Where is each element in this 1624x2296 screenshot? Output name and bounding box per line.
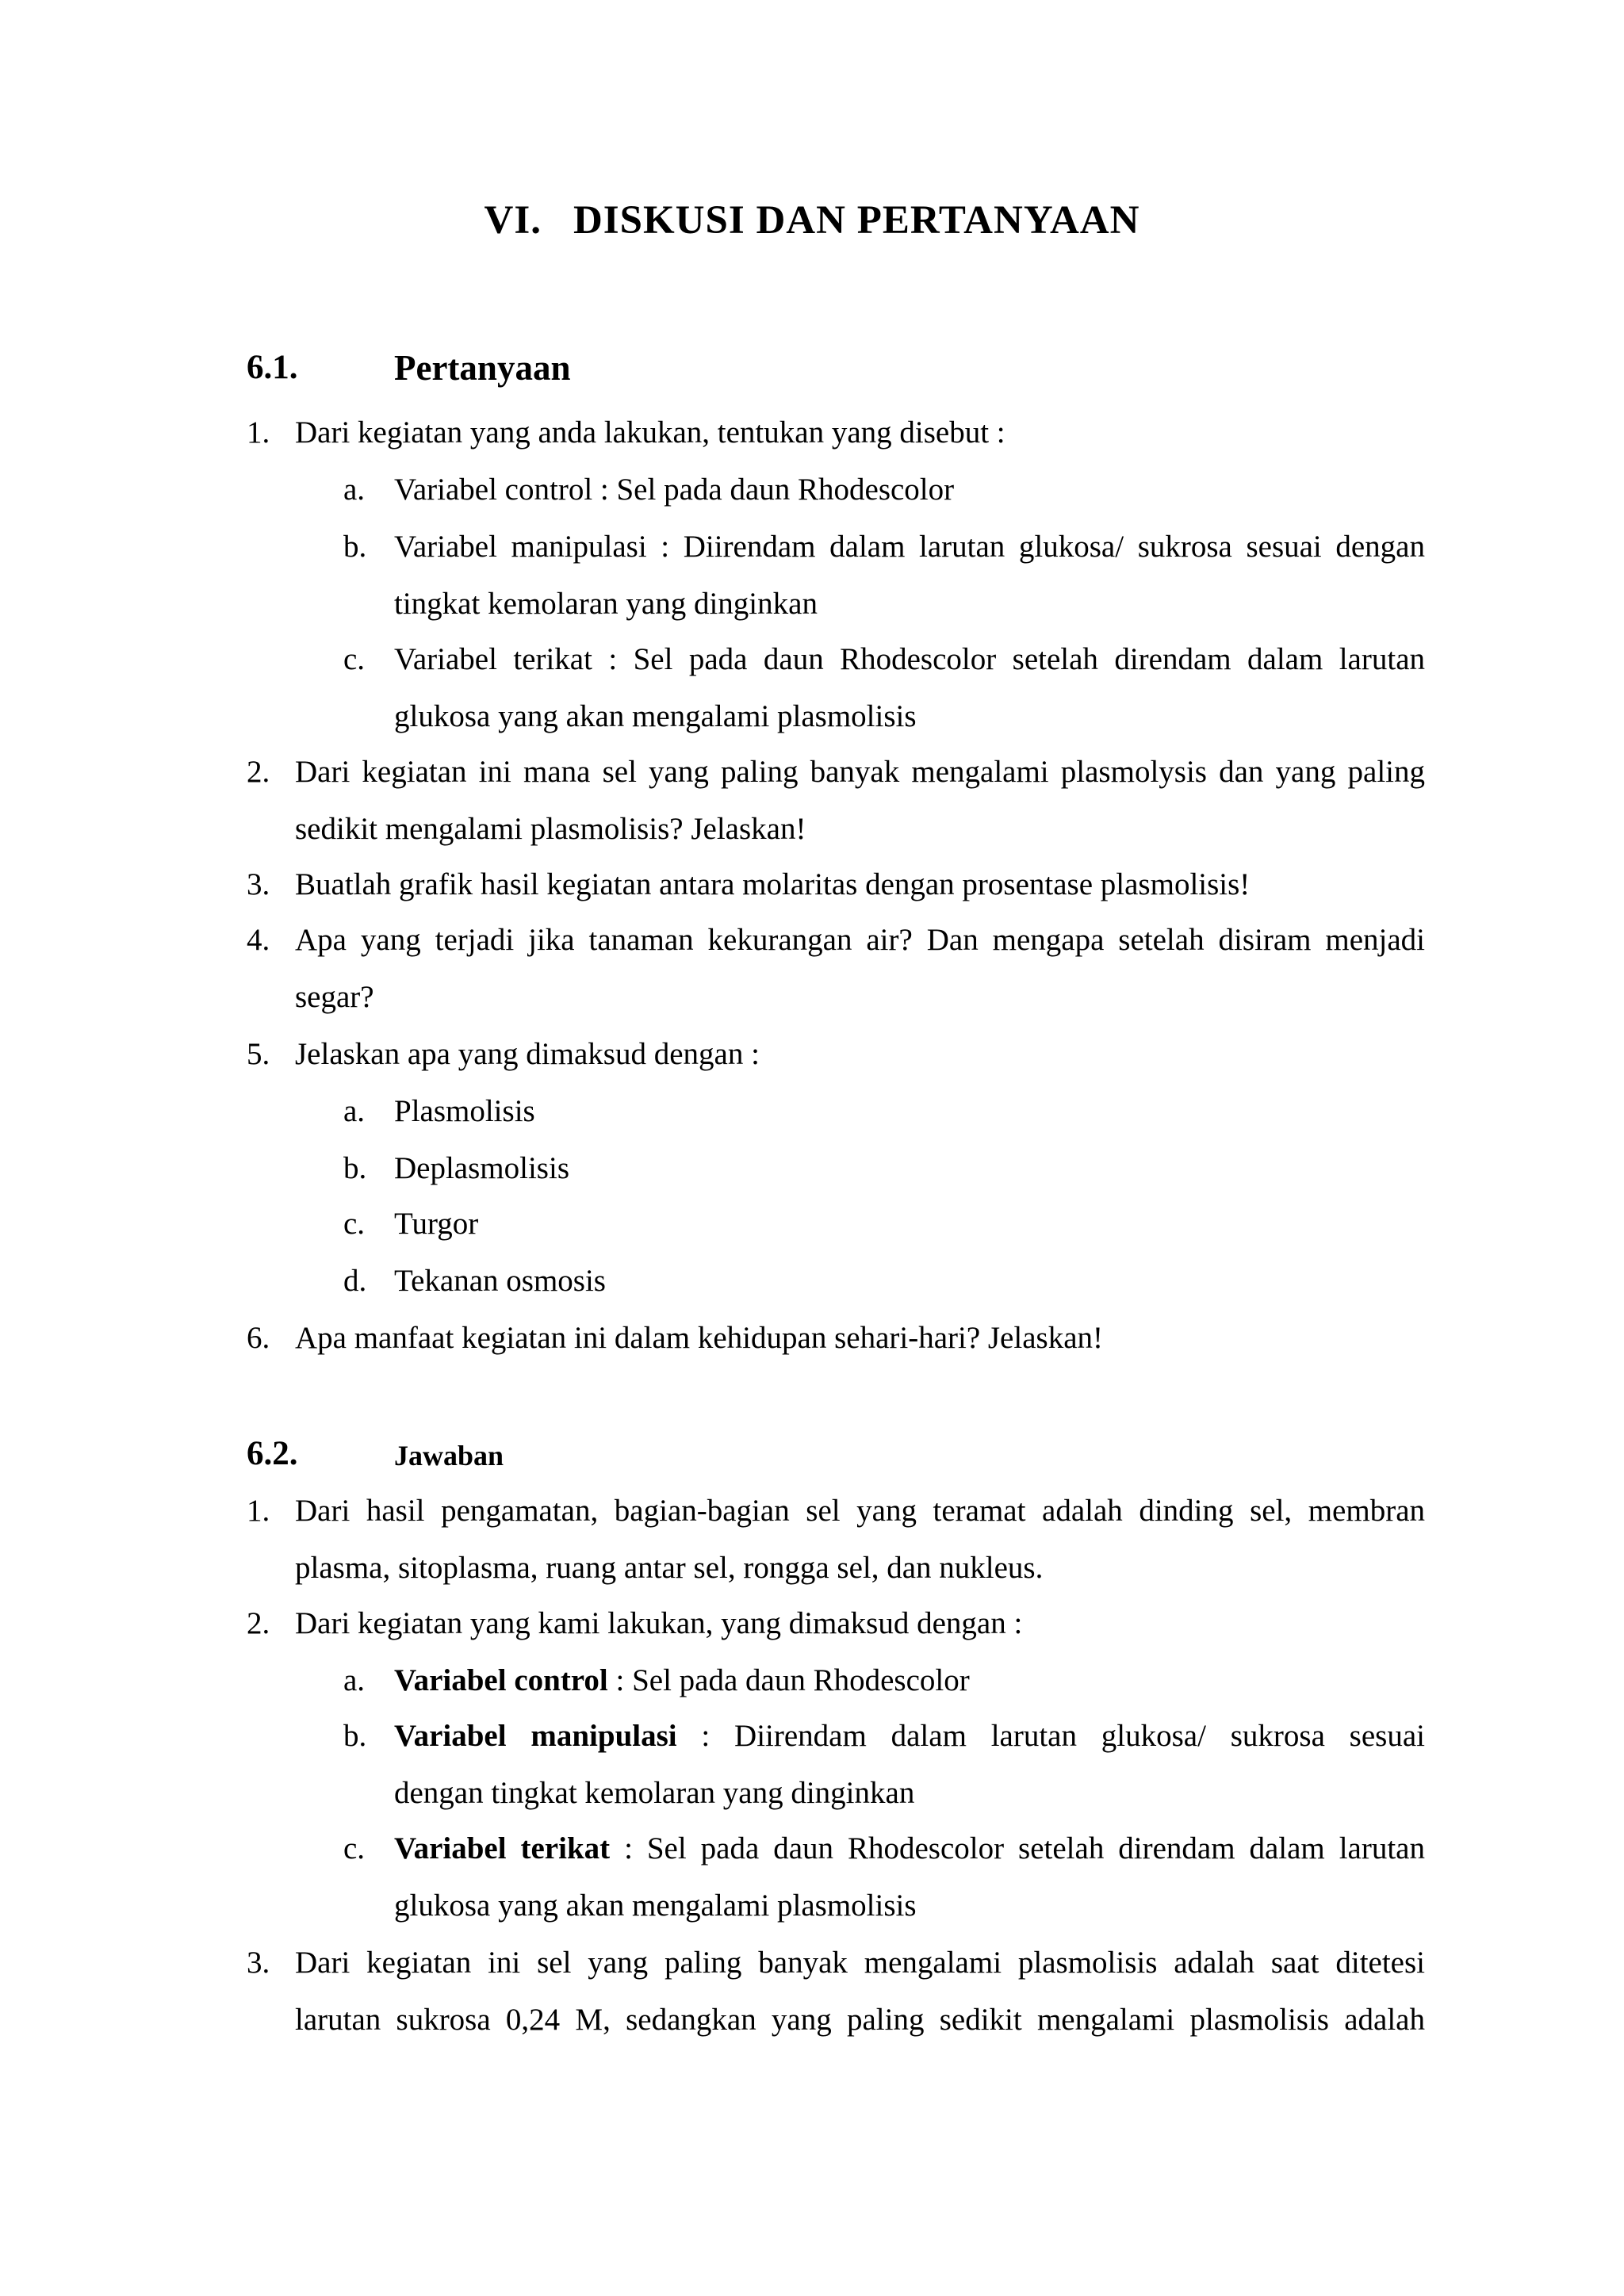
question-1-number: 1. [247, 415, 270, 450]
answer-2b-definition: : Diirendam dalam larutan glukosa/ sukrosa sesuai [676, 1719, 1425, 1753]
question-5-number: 5. [247, 1037, 270, 1071]
answer-2a-term: Variabel control [394, 1663, 608, 1697]
question-5a-label: a. [343, 1094, 366, 1128]
question-4-text-line2: segar? [295, 980, 374, 1014]
question-5-text: Jelaskan apa yang dimaksud dengan : [295, 1037, 760, 1071]
answer-3-text-line1: Dari kegiatan ini sel yang paling banyak mengalami plasmolisis adalah saat ditetesi [295, 1946, 1425, 1980]
answer-1-number: 1. [247, 1494, 270, 1528]
question-1b-label: b. [343, 530, 367, 564]
answer-2c-label: c. [343, 1831, 366, 1866]
chapter-number: VI. [484, 198, 542, 243]
answer-3-text-line2: larutan sukrosa 0,24 M, sedangkan yang paling sedikit mengalami plasmolisis adalah [295, 2003, 1425, 2037]
question-5d-label: d. [343, 1264, 367, 1298]
question-4-number: 4. [247, 923, 270, 957]
question-3-number: 3. [247, 867, 270, 901]
answer-2c-definition: : Sel pada daun Rhodescolor setelah direndam dalam larutan [610, 1831, 1425, 1866]
question-1c-label: c. [343, 642, 366, 676]
question-5c-text: Turgor [394, 1207, 479, 1241]
section-6-2-number: 6.2. [247, 1435, 298, 1472]
answer-1-text-line2: plasma, sitoplasma, ruang antar sel, rongga sel, dan nukleus. [295, 1551, 1044, 1585]
question-6-number: 6. [247, 1321, 270, 1355]
question-1c-text-line1: Variabel terikat : Sel pada daun Rhodescolor setelah direndam dalam larutan [394, 642, 1425, 676]
answer-2b-text-line1 [394, 1717, 1425, 1755]
question-3-text: Buatlah grafik hasil kegiatan antara molaritas dengan prosentase plasmolisis! [295, 867, 1251, 901]
answer-2-number: 2. [247, 1606, 270, 1640]
question-6-text: Apa manfaat kegiatan ini dalam kehidupan sehari-hari? Jelaskan! [295, 1321, 1103, 1355]
answer-2c-term: Variabel terikat [394, 1831, 611, 1866]
question-1b-text-line1: Variabel manipulasi : Diirendam dalam larutan glukosa/ sukrosa sesuai dengan [394, 530, 1425, 564]
question-5d-text: Tekanan osmosis [394, 1264, 606, 1298]
answer-3-number: 3. [247, 1946, 270, 1980]
answer-2a-label: a. [343, 1663, 366, 1697]
question-1-text: Dari kegiatan yang anda lakukan, tentukan yang disebut : [295, 415, 1005, 450]
chapter-title: DISKUSI DAN PERTANYAAN [573, 198, 1140, 243]
question-4-text-line1: Apa yang terjadi jika tanaman kekurangan air? Dan mengapa setelah disiram menjadi [295, 923, 1425, 957]
answer-2b-label: b. [343, 1719, 367, 1753]
answer-2a-definition: : Sel pada daun Rhodescolor [607, 1663, 970, 1697]
question-1c-text-line2: glukosa yang akan mengalami plasmolisis [394, 699, 917, 733]
question-5c-label: c. [343, 1207, 366, 1241]
section-6-1-title: Pertanyaan [394, 348, 571, 388]
question-5b-label: b. [343, 1151, 367, 1185]
answer-2b-text-line2: dengan tingkat kemolaran yang dinginkan [394, 1776, 915, 1810]
answer-2-text: Dari kegiatan yang kami lakukan, yang dimaksud dengan : [295, 1606, 1023, 1640]
question-2-text-line2: sedikit mengalami plasmolisis? Jelaskan! [295, 812, 806, 846]
question-5a-text: Plasmolisis [394, 1094, 535, 1128]
section-6-2-title: Jawaban [394, 1440, 504, 1471]
answer-2a-text [394, 1662, 970, 1700]
question-1a-text: Variabel control : Sel pada daun Rhodescolor [394, 473, 955, 507]
question-2-number: 2. [247, 755, 270, 789]
question-2-text-line1: Dari kegiatan ini mana sel yang paling banyak mengalami plasmolysis dan yang paling [295, 755, 1425, 789]
answer-2c-text-line2: glukosa yang akan mengalami plasmolisis [394, 1888, 917, 1923]
answer-1-text-line1: Dari hasil pengamatan, bagian-bagian sel yang teramat adalah dinding sel, membran [295, 1494, 1425, 1528]
answer-2c-text-line1 [394, 1830, 1425, 1868]
question-1b-text-line2: tingkat kemolaran yang dinginkan [394, 587, 818, 621]
chapter-heading [0, 197, 1624, 244]
section-6-1-number: 6.1. [247, 349, 298, 386]
answer-2b-term: Variabel manipulasi [394, 1719, 677, 1753]
question-5b-text: Deplasmolisis [394, 1151, 569, 1185]
question-1a-label: a. [343, 473, 366, 507]
